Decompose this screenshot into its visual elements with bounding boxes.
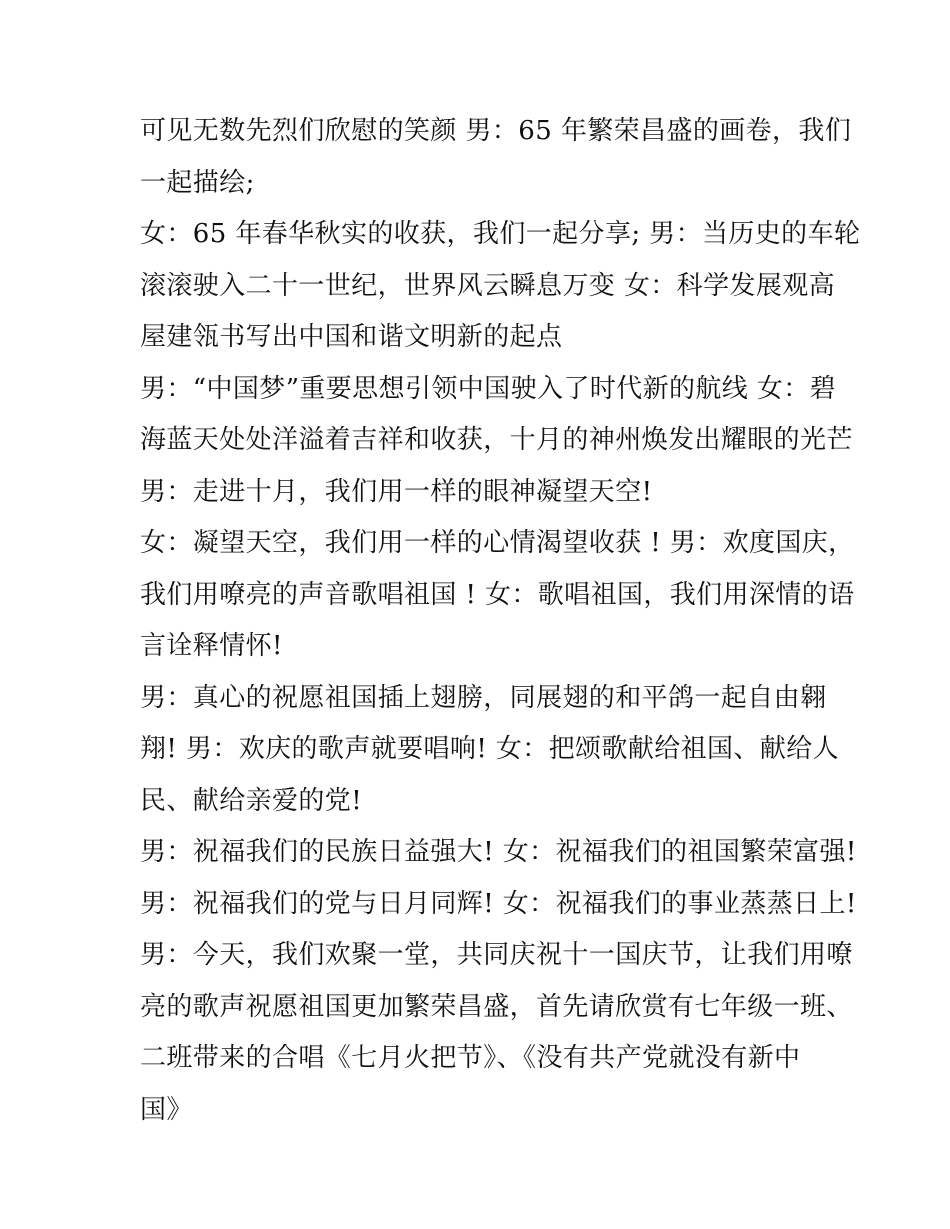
text-line-5: 屋建瓴书写出中国和谐文明新的起点 — [140, 322, 563, 352]
text-line-11: 言诠释情怀! — [140, 631, 283, 661]
text-line-8: 男：走进十月，我们用一样的眼神凝望天空! — [140, 476, 653, 507]
document-body — [140, 106, 861, 1136]
text-line-20: 国》 — [140, 1094, 193, 1125]
text-line-6: 男：“中国梦”重要思想引领中国驶入了时代新的航线 女：碧 — [140, 373, 837, 404]
text-line-1: 可见无数先烈们欣慰的笑颜 男：65 年繁荣昌盛的画卷，我们 — [140, 116, 852, 146]
text-line-19: 二班带来的合唱《七月火把节》、《没有共产党就没有新中 — [140, 1043, 801, 1073]
text-line-14: 民、献给亲爱的党! — [140, 785, 363, 816]
text-line-18: 亮的歌声祝愿祖国更加繁荣昌盛，首先请欣赏有七年级一班、 — [140, 991, 853, 1022]
text-line-4: 滚滚驶入二十一世纪，世界风云瞬息万变 女：科学发展观高 — [140, 270, 836, 301]
text-line-12: 男：真心的祝愿祖国插上翅膀，同展翅的和平鸽一起自由翱 — [140, 682, 827, 713]
text-line-10: 我们用嘹亮的声音歌唱祖国 ! 女：歌唱祖国，我们用深情的语 — [140, 579, 855, 610]
text-line-17: 男：今天，我们欢聚一堂，共同庆祝十一国庆节，让我们用嘹 — [140, 940, 853, 970]
text-line-13: 翔! 男：欢庆的歌声就要唱响! 女：把颂歌献给祖国、献给人 — [140, 734, 840, 764]
text-line-16: 男：祝福我们的党与日月同辉! 女：祝福我们的事业蒸蒸日上! — [140, 888, 857, 919]
text-line-2: 一起描绘; — [140, 167, 255, 198]
text-line-9: 女：凝望天空，我们用一样的心情渴望收获 ! 男：欢度国庆， — [140, 528, 855, 558]
text-line-15: 男：祝福我们的民族日益强大! 女：祝福我们的祖国繁荣富强! — [140, 837, 857, 867]
text-line-3: 女：65 年春华秋实的收获，我们一起分享; 男：当历史的车轮 — [140, 219, 861, 249]
text-line-7: 海蓝天处处洋溢着吉祥和收获，十月的神州焕发出耀眼的光芒 — [140, 425, 853, 455]
